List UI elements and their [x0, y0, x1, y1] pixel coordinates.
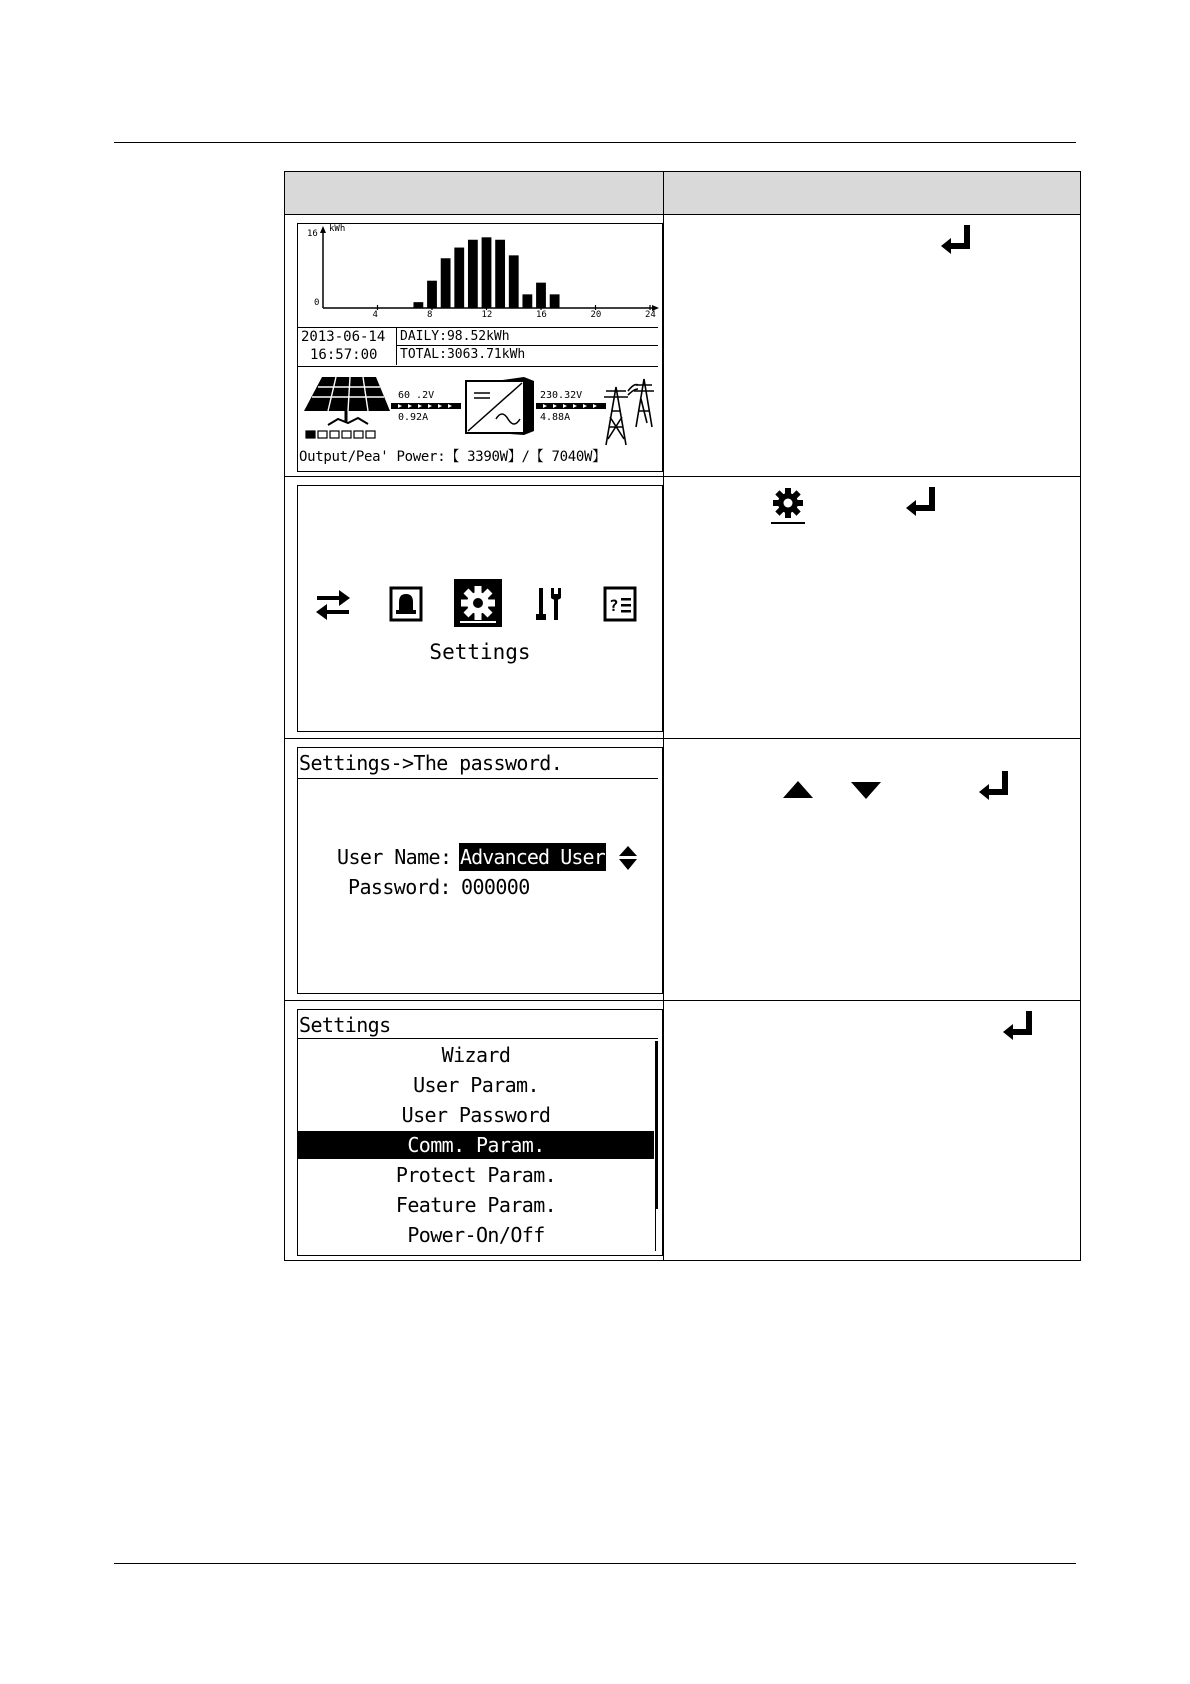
screen-title: Settings->The password.	[299, 751, 563, 775]
power-grid-tower-icon	[604, 379, 654, 445]
alarm-icon	[389, 586, 425, 622]
svg-text:?: ?	[609, 596, 619, 615]
title-underline	[298, 1038, 658, 1039]
chart-bar	[468, 240, 478, 308]
password-label: Password:	[348, 875, 451, 899]
chart-bar	[495, 240, 505, 308]
procedure-table	[284, 171, 1081, 1261]
enter-key-icon	[1002, 1009, 1036, 1041]
date-readout: 2013-06-14	[301, 329, 386, 345]
enter-key-icon	[905, 485, 939, 517]
chart-x-tick-label: 16	[536, 310, 547, 320]
chart-x-tick-label: 24	[645, 310, 656, 320]
energy-bar-chart	[298, 224, 662, 329]
footer-rule	[114, 1563, 1076, 1564]
lcd-main-menu-screen	[297, 485, 663, 732]
settings-menu-item[interactable]: User Param.	[413, 1073, 539, 1097]
settings-menu-item[interactable]: Comm. Param.	[298, 1131, 654, 1159]
screen-title: Settings	[299, 1013, 391, 1037]
chart-x-tick-label: 20	[590, 310, 602, 320]
chart-y-arrow	[320, 226, 326, 233]
grid-current-readout: 4.88A	[540, 412, 571, 423]
menu-selected-label: Settings	[429, 640, 531, 664]
chart-bar	[413, 302, 423, 308]
chart-y-zero-label: 0	[314, 298, 320, 308]
chart-x-tick-label: 8	[427, 310, 433, 320]
settings-menu-item[interactable]: Feature Param.	[395, 1193, 557, 1217]
scrollbar-thumb[interactable]	[655, 1041, 658, 1209]
energy-flow-diagram	[298, 367, 662, 457]
chart-bar	[427, 281, 437, 308]
solar-panel-icon	[304, 377, 390, 438]
settings-menu-item[interactable]: User Password	[401, 1103, 551, 1127]
row-divider	[285, 214, 1080, 215]
down-arrow-key-icon	[849, 779, 883, 801]
lcd-settings-list-screen	[297, 1009, 663, 1256]
row-divider	[285, 476, 1080, 477]
title-underline	[298, 778, 658, 779]
ac-flow-arrows	[536, 403, 606, 409]
info-box-midline	[396, 345, 658, 346]
enter-key-icon	[940, 223, 974, 255]
column-divider	[663, 172, 664, 1260]
up-down-selector-icon[interactable]	[618, 845, 638, 871]
settings-menu-list	[298, 1041, 654, 1253]
password-value[interactable]: 000000	[461, 875, 530, 899]
grid-voltage-readout: 230.32V	[540, 390, 583, 401]
total-energy-readout: TOTAL:3063.71kWh	[400, 347, 526, 362]
inverter-icon	[466, 377, 534, 435]
time-readout: 16:57:00	[310, 347, 378, 363]
info-box-divider	[396, 327, 397, 365]
daily-energy-readout: DAILY:98.52kWh	[400, 329, 510, 344]
lcd-password-screen	[297, 747, 663, 994]
row-divider	[285, 738, 1080, 739]
table-header-left	[285, 172, 663, 214]
chart-bar	[536, 283, 546, 308]
chart-bar	[454, 248, 464, 308]
chart-x-tick-label: 4	[372, 310, 378, 320]
chart-y-unit-label: kWh	[329, 224, 346, 234]
chart-bar	[522, 294, 532, 308]
settings-menu-item[interactable]: Protect Param.	[395, 1163, 557, 1187]
output-peak-power-readout: Output/Pea' Power:【 3390W】/【 7040W】	[299, 449, 606, 465]
pv-current-readout: 0.92A	[398, 412, 429, 423]
user-name-label: User Name:	[337, 845, 452, 869]
table-header-right	[664, 172, 1080, 214]
up-arrow-key-icon	[781, 779, 815, 801]
chart-bar	[509, 255, 519, 308]
enter-key-icon	[978, 769, 1012, 801]
settings-gear-icon[interactable]	[454, 579, 502, 627]
chart-y-max-label: 16	[307, 229, 318, 239]
chart-bar	[550, 294, 560, 308]
maintenance-tools-icon	[533, 584, 569, 624]
user-name-value[interactable]: Advanced User	[460, 845, 605, 869]
settings-gear-small-icon	[769, 485, 807, 525]
dc-flow-arrows	[391, 403, 461, 409]
pv-voltage-readout: 60 .2V	[398, 390, 435, 401]
chart-x-tick-label: 12	[481, 310, 493, 320]
help-info-icon	[603, 586, 639, 622]
row-divider	[285, 1000, 1080, 1001]
chart-bar	[441, 258, 451, 308]
settings-menu-item[interactable]: Power-On/Off	[407, 1223, 545, 1247]
settings-menu-item[interactable]: Wizard	[441, 1043, 511, 1067]
lcd-main-screen	[297, 223, 663, 472]
chart-bar	[482, 237, 492, 308]
header-rule	[114, 142, 1076, 143]
arrows-swap-icon	[313, 585, 353, 625]
